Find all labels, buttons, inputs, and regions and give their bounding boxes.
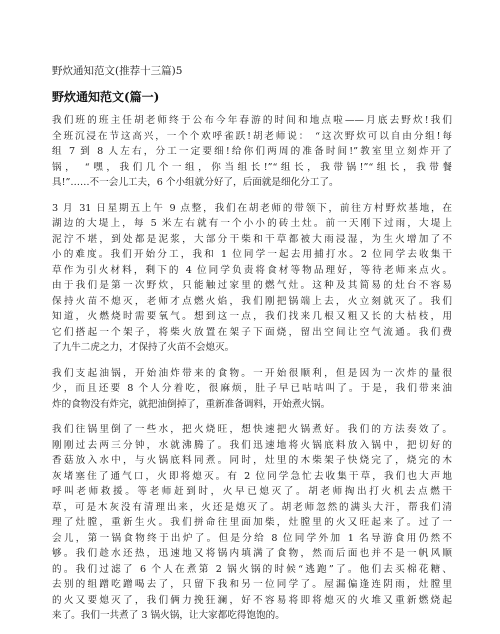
paragraph-line: 会儿，第一锅食物终于出炉了。但是分给 8 位同学外加 1 名导游食用仍然不 <box>52 532 452 544</box>
paragraph-line: 的火又要熄灭了，我们俩力挽狂澜，好不容易将即将熄灭的火堆又重新燃烧起 <box>52 594 452 606</box>
paragraph-line: 3 月 31 日星期五上午 9 点整，我们在胡老师的带领下，前往方村野炊基地，在 <box>52 202 452 214</box>
paragraph-line: 我们往锅里倒了一些水，把火烧旺，想快速把火锅煮好。我们的方法奏效了。 <box>52 424 452 435</box>
paragraph <box>52 366 452 413</box>
paragraph-line: 湖边的大堤上，每 5 米左右就有一个小小的砖土灶。前一天刚下过雨，大堤上 <box>52 218 452 229</box>
paragraph-line: 小的难度。我们开始分工，我和 1 位同学一起去用捕打水。2 位同学去收集干 <box>52 249 452 260</box>
paragraph-line: 来了。我们一共煮了 3 锅火锅，让大家都吃得饱饱的。 <box>52 610 285 621</box>
paragraph-line: 少，而且还要 8 个人分着吃，很麻烦，肚子早已咕咕叫了。于是，我们带来油 <box>52 383 452 394</box>
paragraph-line: 由于我们是第一次野炊，只能触过家里的燃气灶。这种及其简易的灶台不容易 <box>52 280 452 291</box>
paragraph-line: 够。我们趁水还热，迅速地又将锅内填满了食物，然而后面也并不是一帆风顺 <box>52 548 452 559</box>
paragraph <box>52 422 452 624</box>
paragraph-line: 我们支起油锅，开始油炸带来的食物。一开始很顺利，但是因为一次炸的量很 <box>52 367 452 379</box>
paragraph-line: 草，可是木灰没有清理出来，火还是熄灭了。胡老师忽然的满头大汗，帮我们清 <box>52 501 452 513</box>
paragraph-line: 全班沉浸在节这高兴，一个个欢呼雀跃!胡老师说： “这次野炊可以自由分组!每 <box>52 130 452 142</box>
paragraph-line: 草作为引火材料，剩下的 4 位同学负责将食材等物品理好，等待老师来点火。 <box>52 264 452 276</box>
paragraph-line: 我们班的班主任胡老师终于公布今年春游的时间和地点啦——月底去野炊!我们 <box>52 115 452 126</box>
section-heading: 野炊通知范文(篇一) <box>52 90 160 104</box>
paragraph-line: 了九牛二虎之力，才保持了火苗不会熄灭。 <box>52 342 235 353</box>
paragraph-line: 知道，火燃烧时需要氧气。想到这一点，我们找来几根又粗又长的大枯枝，用 <box>52 311 452 322</box>
paragraph-line: 组 7 到 8 人左右，分工一定要细!给你们两周的准备时间!”教室里立刻炸开了 <box>52 146 452 157</box>
paragraph <box>52 201 452 356</box>
paragraph-line: 香菇放入水中，与火锅底料同煮。同时，灶里的木柴架子快烧完了，烧完的木 <box>52 455 452 466</box>
paragraph-line: 炸的食物没有炸完，就把油倒掉了，重新准备调料，开始煮火锅。 <box>52 398 331 410</box>
paragraph-line: 呼叫老师救援。等老师赶到时，火早已熄灭了。胡老师掏出打火机去点燃干 <box>52 486 452 497</box>
paragraph-line: 具!”……不一会儿工夫，6 个小组就分好了，后面就是细化分工了。 <box>52 177 339 188</box>
paragraph-line: 去别的组蹭吃蹭喝去了，只留下我和另一位同学了。屋漏偏逢连阴雨，灶膛里 <box>52 579 452 590</box>
paragraph-line: 锅， “嘿，我们几个一组，你当组长!”“组长，我带锅!”“组长，我带餐 <box>52 161 452 173</box>
document-body <box>52 113 452 634</box>
paragraph-line: 灰堵塞住了通气口，火即将熄灭。有 2 位同学急忙去收集干草，我们也大声地 <box>52 470 452 482</box>
paragraph-line: 它们搭起一个架子，将柴火放置在架子下面烧，留出空间让空气流通。我们费 <box>52 326 452 338</box>
paragraph-line: 理了灶膛，重新生火。我们拼命往里面加柴，灶膛里的火又旺起来了。过了一 <box>52 517 452 528</box>
document-title: 野炊通知范文(推荐十三篇)5 <box>52 65 183 77</box>
paragraph-line: 泥泞不堪，到处都是泥浆，大部分干柴和干草都被大雨浸湿，为生火增加了不 <box>52 233 452 245</box>
paragraph-line: 保持火苗不熄灭，老师才点燃火焰，我们刚把锅端上去，火立刻就灭了。我们 <box>52 295 452 307</box>
paragraph <box>52 113 452 191</box>
paragraph-line: 的。我们过滤了 6 个人在煮第 2 锅火锅的时候“逃跑”了。他们去买棉花糖、 <box>52 563 452 575</box>
paragraph-line: 刚刚过去两三分钟，水就沸腾了。我们迅速地将火锅底料放入锅中，把切好的 <box>52 439 452 451</box>
